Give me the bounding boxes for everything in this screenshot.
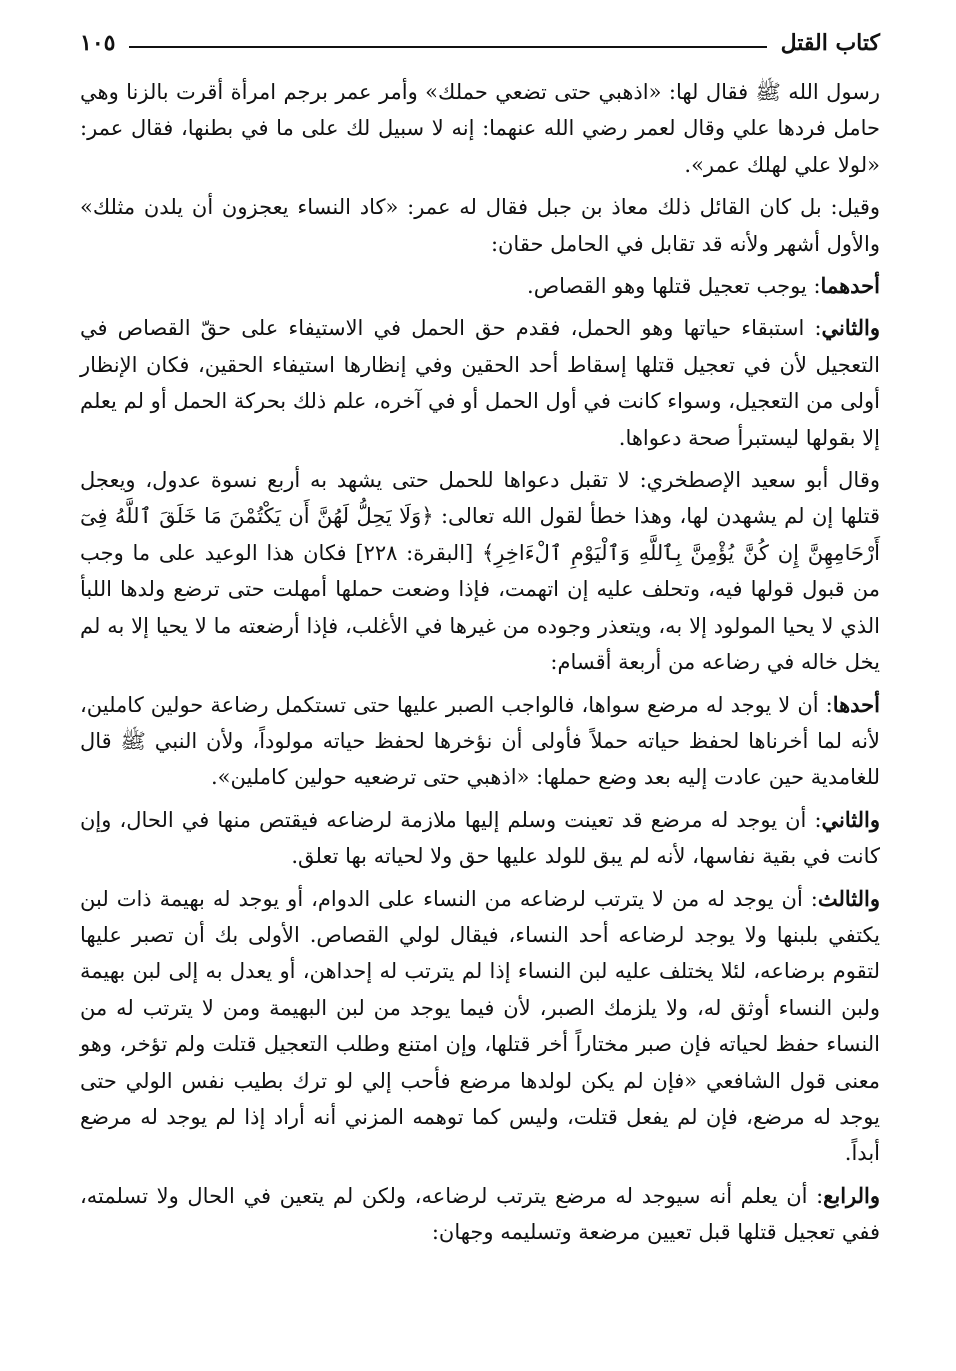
paragraph-text: وقيل: بل كان القائل ذلك معاذ بن جبل فقال له عمر: «كاد النساء يعجزون أن يلدن مثلك» والأول أشهر ولأنه قد تقابل في الحامل حقان: [80,195,880,256]
paragraph-1 [80,74,880,183]
paragraph-3 [80,268,880,304]
running-title: كتاب القتل [780,30,880,56]
paragraph-lead: أحدهما [820,273,880,299]
paragraph-text: : أن يوجد له مرضع قد تعينت وسلم إليها ملازمة لرضاعه فيقتص منها في الحال، وإن كانت في بقية نفاسها، لأنه لم يبق للولد عليها حق ولا لحياته بها تعلق. [80,807,880,869]
paragraph-text: : يوجب تعجيل قتلها وهو القصاص. [527,274,821,299]
page-number: ١٠٥ [80,30,116,56]
paragraph-5 [80,462,880,680]
paragraph-text: رسول الله ﷺ فقال لها: «اذهبي حتى تضعي حملك» وأمر عمر برجم امرأة أقرت بالزنا وهي حامل فردها علي وقال لعمر رضي الله عنهما: إنه لا سبيل لك على ما في بطنها، فقال عمر: «لولا علي لهلك عمر». [80,80,880,177]
page-header [80,20,880,66]
paragraph-2 [80,189,880,262]
paragraph-lead: أحدها [832,691,880,717]
paragraph-4 [80,310,880,456]
paragraph-text: : أن يوجد له من لا يترتب لرضاعه من النساء على الدوام، أو يوجد له بهيمة ذات لبن يكتفي بلبنها ولا يوجد لرضاعه أحد النساء، فيقال لولي القصاص. الأولى بك أن تصبر عليها لتقوم برضاعه، لئلا يختلف عليه لبن النساء إذا لم يترتب له إحداهن، أو يعدل به إلى لبن بهيمة ولبن النساء أوثق له، ولا يلزمك الصبر، لأن فيما يوجد من لبن البهيمة ومن لا يترتب له من النساء حفظ لحياته فإن صبر مختاراً أخر قتلها، وإن امتنع وطلب التعجيل قتلت ولم تؤخر، وهو معنى قول الشافعي «فإن لم يكن لولدها مرضع فأحب إلي لو ترك بطيب نفس الولي حتى يوجد له مرضع، فإن لم يفعل قتلت، وليس كما توهمه المزني أنه أراد إذا لم يوجد له مرضع أبداً. [80,886,880,1166]
paragraph-text: : أن يعلم أنه سيوجد له مرضع يترتب لرضاعه، ولكن لم يتعين في الحال ولا تسلمته، ففي تعجيل قتلها قبل تعيين مرضعة وتسليمه وجهان: [80,1183,880,1245]
paragraph-lead: والثالث [817,885,880,911]
paragraph-text: وقال أبو سعيد الإصطخري: لا تقبل دعواها للحمل حتى يشهد به أربع نسوة عدول، ويعجل قتلها إن لم يشهدن لها، وهذا خطأ لقول الله تعالى: ﴿وَلَا يَحِلُّ لَهُنَّ أَن يَكْتُمْنَ مَا خَلَقَ ٱللَّهُ فِىٓ أَرْحَامِهِنَّ إِن كُنَّ يُؤْمِنَّ بِٱللَّهِ وَٱلْيَوْمِ ٱلْءَاخِرِ﴾ [البقرة: ٢٢٨] فكان هذا الوعيد على ما وجب من قبول قولها فيه، وتحلف عليه إن اتهمت، فإذا وضعت حملها أمهلت حتى ترضع ولدها اللبأ الذي لا يحيا المولود إلا به، ويتعذر وجوده من غيرها في الأغلب، فإذا أرضعته ما لا يحيا إلا به لم يخل خاله في رضاعه من أربعة أقسام: [80,468,880,675]
paragraph-8 [80,881,880,1172]
paragraph-lead: والرابع [823,1182,880,1208]
body-text [80,74,880,1251]
paragraph-text: : استبقاء حياتها وهو الحمل، فقدم حق الحمل في الاستيفاء على حقّ القصاص في التعجيل لأن في تعجيل قتلها إسقاط أحد الحقين وفي إنظارها استيفاء الحقين، فكان الإنظار أولى من التعجيل، وسواء كانت في أول الحمل أو في آخره، علم ذلك بحركة الحمل أو لم يعلم إلا بقولها ليستبرأ صحة دعواها. [80,316,880,450]
document-page [80,20,880,1257]
paragraph-lead: والثاني [821,315,880,341]
paragraph-text: : أن لا يوجد له مرضع سواها، فالواجب الصبر عليها حتى تستكمل رضاعة حولين كاملين، لأنه لما أخرناها لحفظ حياته حملاً فأولى أن نؤخرها لحفظ حياته مولوداً، ولأن النبي ﷺ قال للغامدية حين عادت إليه بعد وضع حملها: «اذهبي حتى ترضعيه حولين كاملين». [80,692,880,790]
header-rule [129,46,766,48]
paragraph-6 [80,687,880,796]
paragraph-7 [80,802,880,875]
paragraph-lead: والثاني [821,806,880,832]
paragraph-9 [80,1178,880,1251]
